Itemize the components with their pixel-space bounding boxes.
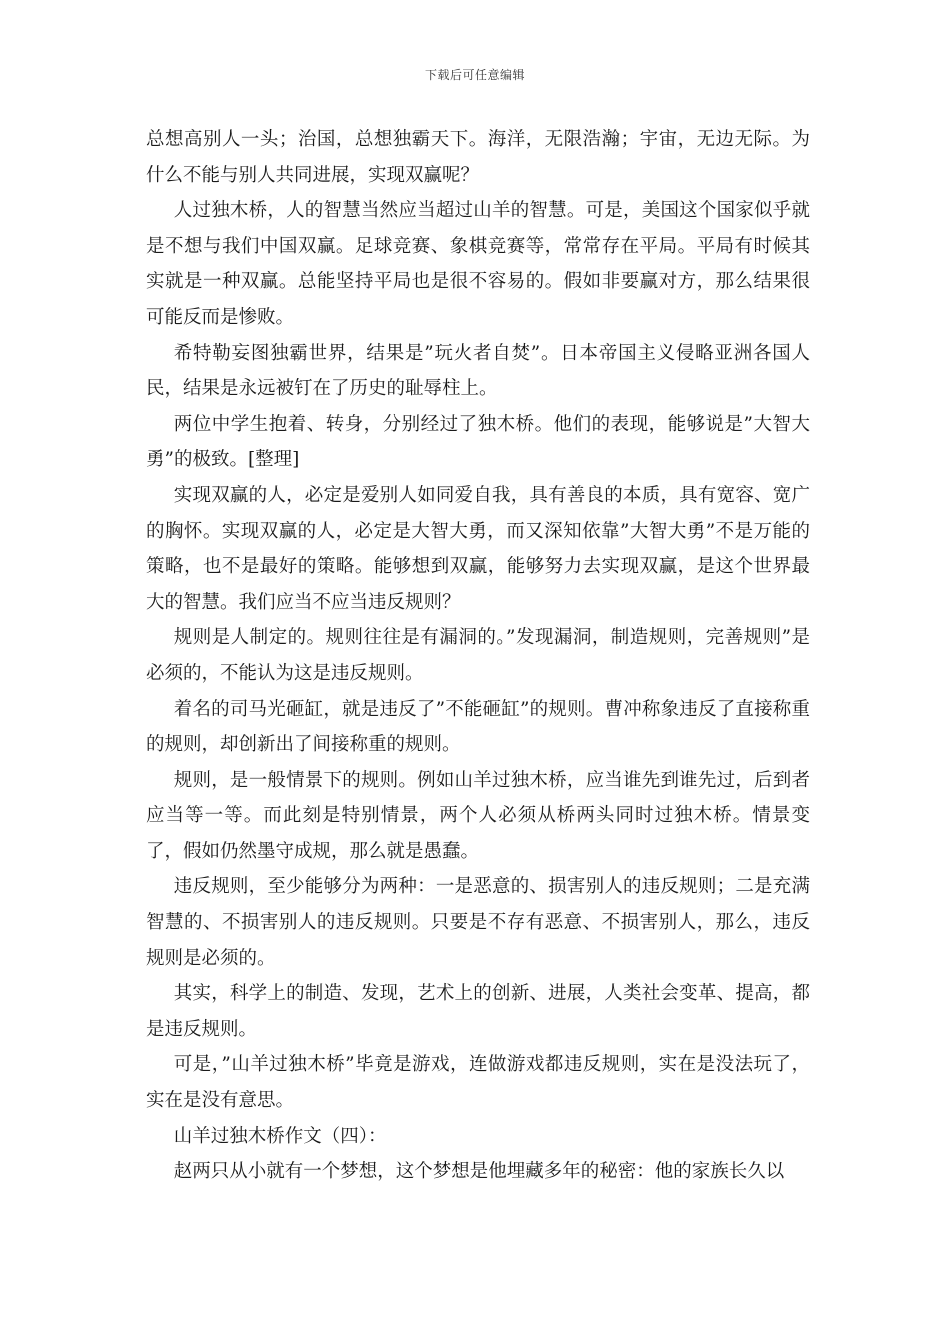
paragraph-continuation: 总想高别人一头；治国，总想独霸天下。海洋，无限浩瀚；宇宙，无边无际。为什么不能与别人共同进展，实现双赢呢？ [146, 129, 810, 186]
document-body [146, 122, 810, 1190]
paragraph: 违反规则，至少能够分为两种：一是恶意的、损害别人的违反规则；二是充满智慧的、不损害别人的违反规则。只要是不存有恶意、不损害别人，那么，违反规则是必须的。 [146, 876, 810, 969]
page-header: 下载后可任意编辑 [424, 68, 525, 82]
paragraph: 赵两只从小就有一个梦想，这个梦想是他埋藏多年的秘密：他的家族长久以 [173, 1161, 785, 1183]
paragraph: 人过独木桥，人的智慧当然应当超过山羊的智慧。可是，美国这个国家似乎就是不想与我们中国双赢。足球竞赛、象棋竞赛等，常常存在平局。平局有时候其实就是一种双赢。总能坚持平局也是很不容易的。假如非要赢对方，那么结果很可能反而是惨败。 [146, 200, 810, 328]
paragraph: 两位中学生抱着、转身，分别经过了独木桥。他们的表现，能够说是”大智大勇”的极致。[整理] [146, 413, 810, 471]
paragraph: 实现双赢的人，必定是爱别人如同爱自我，具有善良的本质，具有宽容、宽广的胸怀。实现双赢的人，必定是大智大勇，而又深知依靠”大智大勇”不是万能的策略，也不是最好的策略。能够想到双赢，能够努力去实现双赢，是这个世界最大的智慧。我们应当不应当违反规则？ [146, 484, 810, 613]
paragraph: 规则是人制定的。规则往往是有漏洞的。”发现漏洞，制造规则，完善规则”是必须的，不能认为这是违反规则。 [146, 627, 810, 684]
paragraph: 着名的司马光砸缸，就是违反了”不能砸缸”的规则。曹冲称象违反了直接称重的规则，却创新出了间接称重的规则。 [146, 698, 810, 756]
paragraph: 规则，是一般情景下的规则。例如山羊过独木桥，应当谁先到谁先过，后到者应当等一等。而此刻是特别情景，两个人必须从桥两头同时过独木桥。情景变了，假如仍然墨守成规，那么就是愚蠢。 [146, 769, 810, 862]
paragraph: 可是，”山羊过独木桥”毕竟是游戏，连做游戏都违反规则，实在是没法玩了，实在是没有意思。 [146, 1054, 810, 1112]
section-heading: 山羊过独木桥作文（四）： [173, 1125, 387, 1147]
paragraph: 希特勒妄图独霸世界，结果是”玩火者自焚”。日本帝国主义侵略亚洲各国人民，结果是永远被钉在了历史的耻辱柱上。 [146, 342, 810, 400]
paragraph: 其实，科学上的制造、发现，艺术上的创新、进展，人类社会变革、提高，都是违反规则。 [146, 983, 810, 1040]
